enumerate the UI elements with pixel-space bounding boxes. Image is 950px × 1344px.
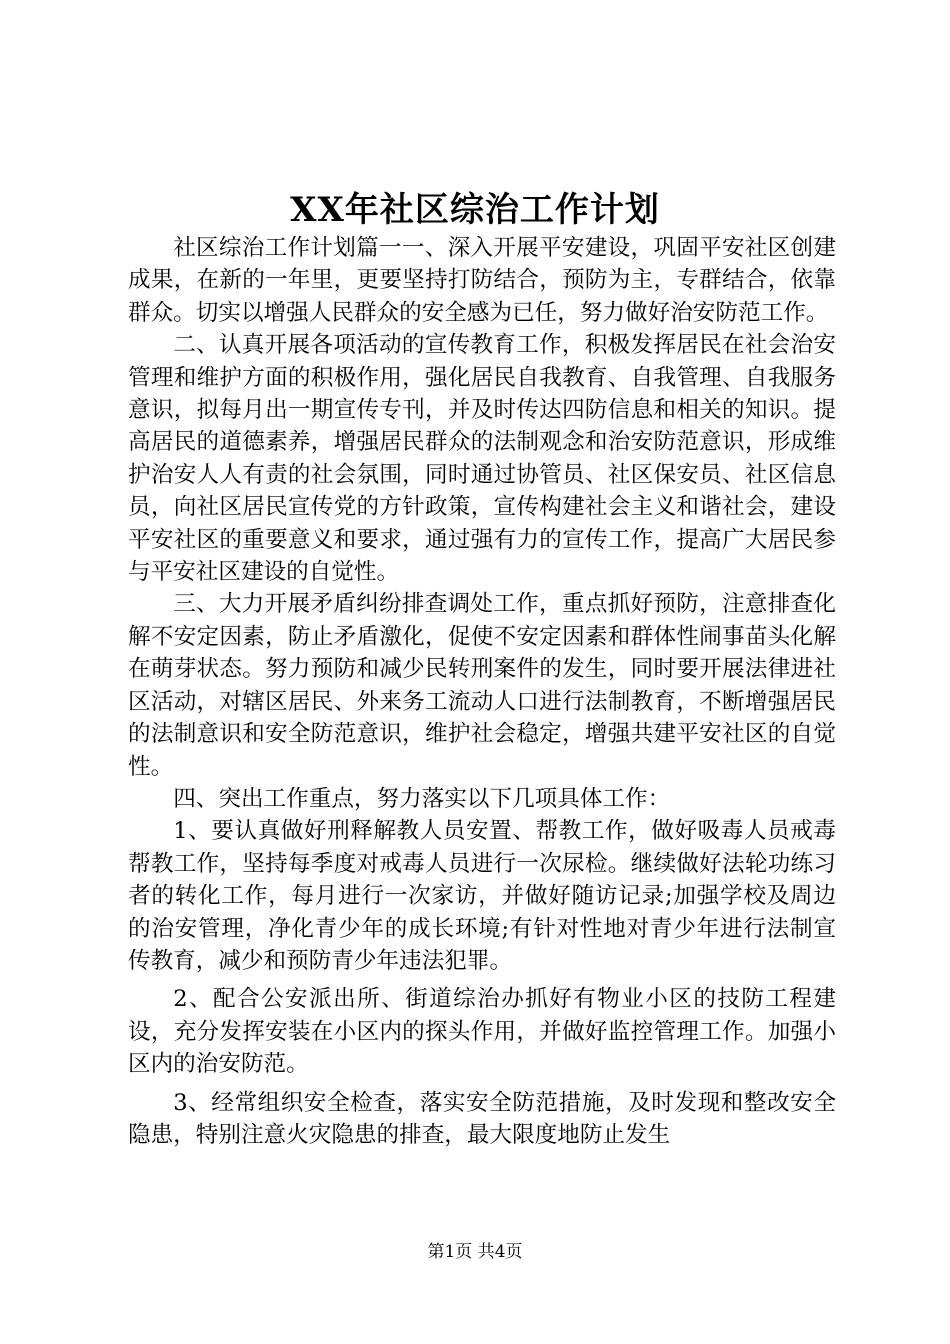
document-body [128,232,836,1151]
paragraph-4: 四、突出工作重点，努力落实以下几项具体工作： [173,785,671,812]
paragraph-6: 2、配合公安派出所、街道综治办抓好有物业小区的技防工程建设，充分发挥安装在小区内的探头作用，并做好监控管理工作。加强小区内的治安防范。 [128,986,836,1078]
paragraph-5: 1、要认真做好刑释解教人员安置、帮教工作，做好吸毒人员戒毒帮教工作，坚持每季度对戒毒人员进行一次尿检。继续做好法轮功练习者的转化工作，每月进行一次家访，并做好随访记录;加强学校及周边的治安管理，净化青少年的成长环境;有针对性地对青少年进行法制宣传教育，减少和预防青少年违法犯罪。 [128,818,836,974]
paragraph-3: 三、大力开展矛盾纠纷排查调处工作，重点抓好预防，注意排查化解不安定因素，防止矛盾激化，促使不安定因素和群体性闹事苗头化解在萌芽状态。努力预防和减少民转刑案件的发生，同时要开展法律进社区活动，对辖区居民、外来务工流动人口进行法制教育，不断增强居民的法制意识和安全防范意识，维护社会稳定，增强共建平安社区的自觉性。 [128,591,836,780]
paragraph-7: 3、经常组织安全检查，落实安全防范措施，及时发现和整改安全隐患，特别注意火灾隐患的排查，最大限度地防止发生 [128,1089,836,1148]
paragraph-2: 二、认真开展各项活动的宣传教育工作，积极发挥居民在社会治安管理和维护方面的积极作用，强化居民自我教育、自我管理、自我服务意识，拟每月出一期宣传专刊，并及时传达四防信息和相关的知识。提高居民的道德素养，增强居民群众的法制观念和治安防范意识，形成维护治安人人有责的社会氛围，同时通过协管员、社区保安员、社区信息员，向社区居民宣传党的方针政策，宣传构建社会主义和谐社会，建设平安社区的重要意义和要求，通过强有力的宣传工作，提高广大居民参与平安社区建设的自觉性。 [128,332,836,586]
document-title: XX年社区综治工作计划 [290,190,660,230]
paragraph-1: 社区综治工作计划篇一一、深入开展平安建设，巩固平安社区创建成果，在新的一年里，更要坚持打防结合，预防为主，专群结合，依靠群众。切实以增强人民群众的安全感为已任，努力做好治安防范工作。 [128,235,836,326]
page-footer: 第1页 共4页 [427,1242,523,1262]
